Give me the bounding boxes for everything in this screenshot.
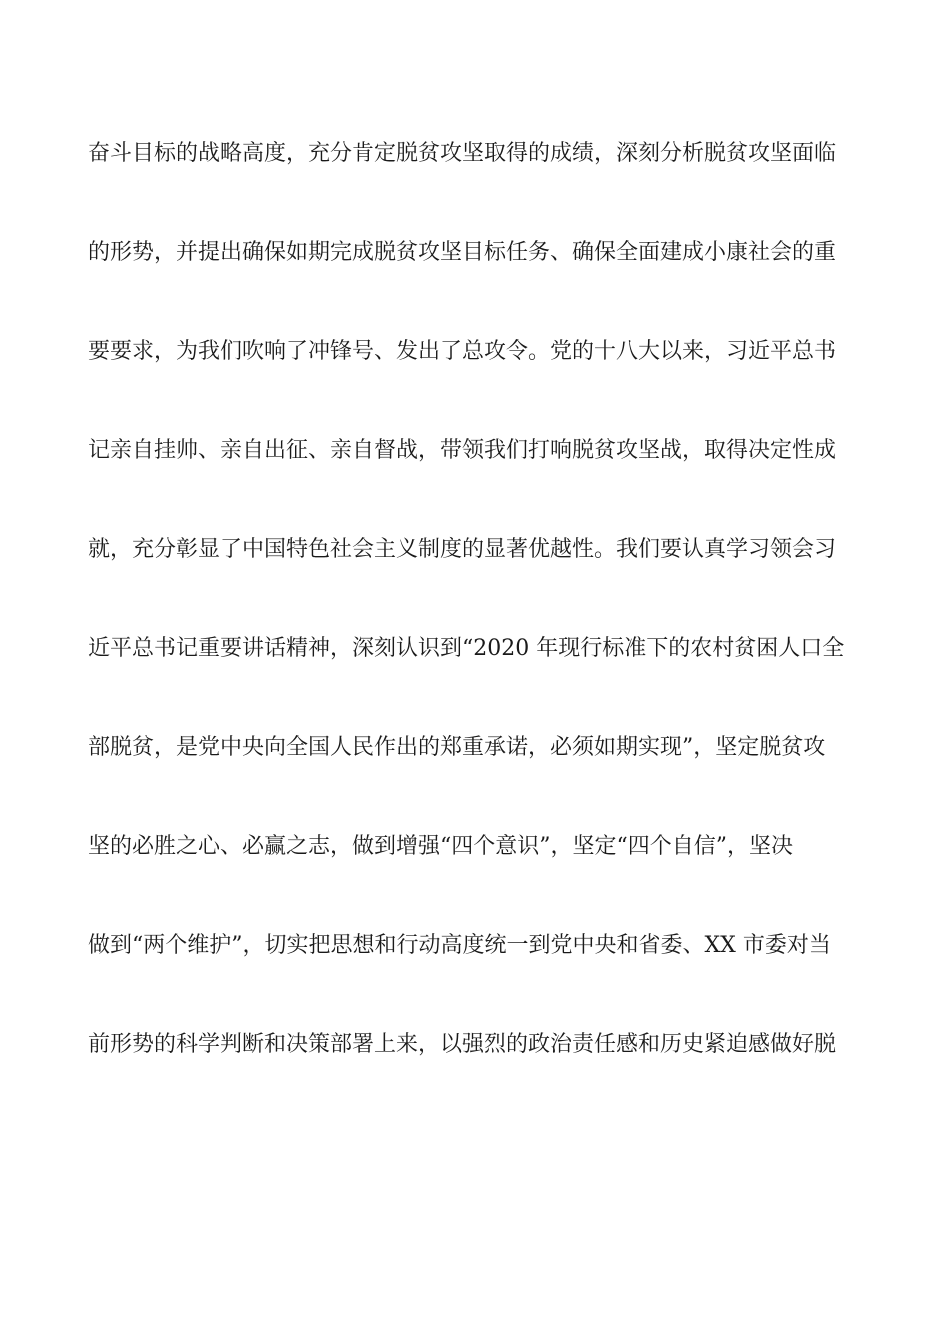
body-text bbox=[88, 132, 868, 1122]
text-line-6: 近平总书记重要讲话精神，深刻认识到“2020 年现行标准下的农村贫困人口全 bbox=[88, 636, 845, 661]
text-line-4: 记亲自挂帅、亲自出征、亲自督战，带领我们打响脱贫攻坚战，取得决定性成 bbox=[88, 438, 837, 463]
text-line-7: 部脱贫，是党中央向全国人民作出的郑重承诺，必须如期实现”，坚定脱贫攻 bbox=[88, 735, 826, 760]
text-line-8: 坚的必胜之心、必赢之志，做到增强“四个意识”，坚定“四个自信”，坚决 bbox=[88, 834, 793, 859]
text-line-1: 奋斗目标的战略高度，充分肯定脱贫攻坚取得的成绩，深刻分析脱贫攻坚面临 bbox=[88, 141, 837, 166]
text-line-5: 就，充分彰显了中国特色社会主义制度的显著优越性。我们要认真学习领会习 bbox=[88, 537, 837, 562]
text-line-2: 的形势，并提出确保如期完成脱贫攻坚目标任务、确保全面建成小康社会的重 bbox=[88, 240, 837, 265]
text-line-10: 前形势的科学判断和决策部署上来，以强烈的政治责任感和历史紧迫感做好脱 bbox=[88, 1032, 837, 1057]
text-line-9: 做到“两个维护”，切实把思想和行动高度统一到党中央和省委、XX 市委对当 bbox=[88, 933, 831, 958]
text-line-3: 要要求，为我们吹响了冲锋号、发出了总攻令。党的十八大以来，习近平总书 bbox=[88, 339, 837, 364]
